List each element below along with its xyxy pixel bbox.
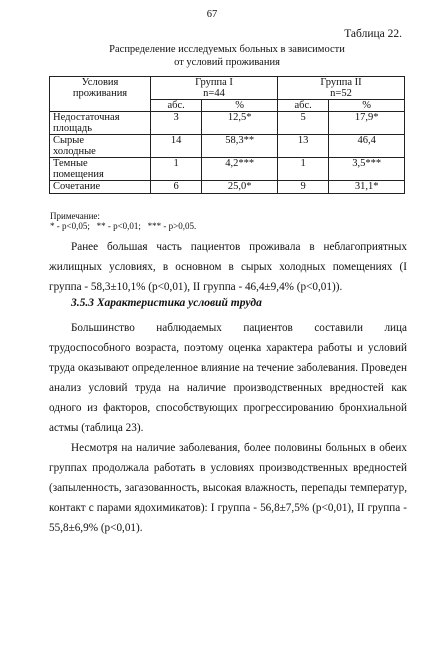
note-text: * - p<0,05; ** - p<0,01; *** - p>0,05.	[50, 221, 197, 231]
paragraph	[49, 237, 407, 297]
table-row	[50, 135, 405, 158]
row-label: холодные	[53, 146, 96, 157]
table-row	[50, 181, 405, 194]
header-pct: %	[329, 100, 405, 112]
header-condition-line: проживания	[72, 88, 128, 99]
paragraph	[49, 438, 407, 538]
group1-n: n=44	[203, 88, 225, 99]
cell-g2-pct: 31,1*	[329, 181, 405, 194]
row-label: площадь	[53, 123, 92, 134]
group2-n: n=52	[330, 88, 352, 99]
cell-g2-pct: 46,4	[329, 135, 405, 158]
cell-g2-abs: 5	[277, 112, 328, 135]
paragraph-text: Большинство наблюдаемых пациентов составили лица трудоспособного возраста, поэтому оценка характера работы и условий труда оказывают определенное влияние на течение заболевания. Проведен анализ условий труда на наличие производственных вредностей как одного из факторов, способствующих прогрессированию бронхиальной астмы (таблица 23).	[49, 322, 407, 434]
table-label: Таблица 22.	[344, 28, 402, 40]
header-group-2	[277, 77, 404, 100]
group1-title: Группа I	[195, 77, 233, 88]
caption-line: от условий проживания	[174, 56, 280, 68]
caption-line: Распределение исследуемых больных в зависимости	[109, 44, 345, 55]
header-pct: %	[202, 100, 278, 112]
cell-g1-abs: 14	[151, 135, 202, 158]
cell-g1-abs: 3	[151, 112, 202, 135]
table-row	[50, 158, 405, 181]
row-label: Недостаточная	[53, 112, 120, 123]
header-condition	[50, 77, 151, 112]
table-note	[50, 211, 196, 231]
cell-g2-abs: 13	[277, 135, 328, 158]
row-label: Сырые	[53, 135, 85, 146]
paragraph	[49, 318, 407, 438]
cell-g1-pct: 25,0*	[202, 181, 278, 194]
paragraph-text: Несмотря на наличие заболевания, более половины больных в обеих группах продолжала работать в условиях производственных вредностей (запыленность, загазованность, высокая влажность, перепады температур, контакт с парами ядохимикатов): I группа - 56,8±7,5% (p<0,01), II группа - 55,8±6,9% (p<0,01).	[49, 442, 407, 534]
row-label: Сочетание	[50, 181, 151, 194]
group2-title: Группа II	[320, 77, 362, 88]
table-caption	[0, 44, 424, 69]
cell-g1-abs: 6	[151, 181, 202, 194]
header-abs: абс.	[151, 100, 202, 112]
cell-g1-pct: 4,2***	[202, 158, 278, 181]
cell-g2-abs: 9	[277, 181, 328, 194]
note-title: Примечание:	[50, 211, 100, 221]
cell-g2-pct: 17,9*	[329, 112, 405, 135]
cell-g1-pct: 12,5*	[202, 112, 278, 135]
row-label: Темные	[53, 158, 88, 169]
cell-g1-abs: 1	[151, 158, 202, 181]
page-number: 67	[206, 9, 218, 20]
header-abs: абс.	[277, 100, 328, 112]
section-heading: 3.5.3 Характеристика условий труда	[71, 297, 262, 309]
cell-g1-pct: 58,3**	[202, 135, 278, 158]
table-row	[50, 112, 405, 135]
cell-g2-pct: 3,5***	[329, 158, 405, 181]
living-conditions-table	[49, 76, 405, 194]
paragraph-text: Ранее большая часть пациентов проживала в неблагоприятных жилищных условиях, в основном в сырых холодных помещениях (I группа - 58,3±10,1% (p<0,01), II группа - 46,4±9,4% (p<0,01)).	[49, 241, 407, 293]
row-label: помещения	[53, 169, 104, 180]
header-group-1	[151, 77, 278, 100]
cell-g2-abs: 1	[277, 158, 328, 181]
header-condition-line: Условия	[81, 77, 119, 88]
